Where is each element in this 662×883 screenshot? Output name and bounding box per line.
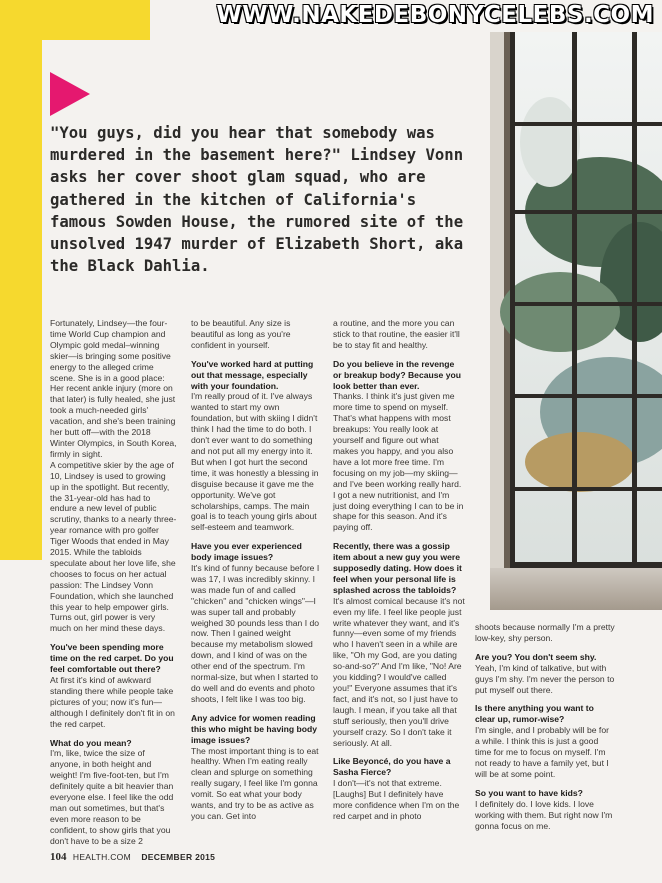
magenta-triangle-icon xyxy=(50,72,90,116)
interview-question: You've been spending more time on the red carpet. Do you feel comfortable out there? xyxy=(50,642,174,675)
body-paragraph: Yeah, I'm kind of talkative, but with guys I'm shy. I'm never the person to put myself out there. xyxy=(475,662,615,695)
article-column-1 xyxy=(50,318,177,847)
article-column-2 xyxy=(191,318,323,822)
body-paragraph: I'm, like, twice the size of anyone, in both height and weight! I'm five-foot-ten, but I'm definitely quite a bit heavier than everyone else. I feel like the odd man out sometimes, but that's even more reason to be confident, to show girls that you don't have to be a size 2 xyxy=(50,748,174,846)
body-paragraph: I'm really proud of it. I've always wanted to start my own foundation, but with skiing I didn't think I had the time to do both. I don't ever want to do something and not put all my energy into it. But when I got hurt the second time, it was honestly a blessing in disguise because it gave me the opportunity. We've got scholarships, camps. The main goal is to teach young girls about self-esteem and teamwork. xyxy=(191,391,319,533)
body-paragraph: A competitive skier by the age of 10, Lindsey is used to growing up in the spotlight. But recently, the 31-year-old has had to endure a new level of public scrutiny, thanks to a nearly three-year romance with pro golfer Tiger Woods that ended in May 2015. While the tabloids speculate about her love life, she chooses to focus on her actual passion: The Lindsey Vonn Foundation, which she launched this year to help empower girls. Turns out, girl power is very much on her mind these days. xyxy=(50,459,177,634)
body-paragraph: It's almost comical because it's not even my life. I feel like people just write whatever they want, and it's funny—even some of my friends who I haven't seen in a while are like, "Oh my God, are you dating so-and-so?" And I'm like, "No! Are you kidding? I would've called you!" Everyone assumes that it's fact, and it's not, so I just have to laugh. I mean, if you take all that stuff seriously, then you'll drive yourself crazy. So I don't take it seriously. At all. xyxy=(333,595,465,748)
body-paragraph: Thanks. I think it's just given me more time to spend on myself. That's what happens with most breakups: You really look at yourself and figure out what makes you happy, and you also have a lot more free time. I'm focusing on my job—my skiing—and I've been working really hard. I got a new nutritionist, and I'm just doing everything I can to be in shape for this season. And it's paying off. xyxy=(333,391,464,533)
window-photo-graphic xyxy=(490,32,662,610)
body-paragraph: shoots because normally I'm a pretty low-key, shy person. xyxy=(475,622,615,643)
window-photo xyxy=(490,32,662,610)
body-paragraph: to be beautiful. Any size is beautiful as long as you're confident in yourself. xyxy=(191,318,291,350)
yellow-accent-bar xyxy=(0,0,42,560)
article-column-4 xyxy=(475,622,615,831)
body-paragraph: I don't—it's not that extreme. [Laughs] But I definitely have more confidence when I'm on the red carpet and in photo xyxy=(333,778,460,821)
body-paragraph: At first it's kind of awkward standing there while people take pictures of you; now it's fun—although I definitely don't fit in on the red carpet. xyxy=(50,675,175,729)
interview-question: So you want to have kids? xyxy=(475,787,583,798)
interview-question: Recently, there was a gossip item about a new guy you were supposedly dating. How does it feel when your personal life is splashed across the tabloids? xyxy=(333,541,462,595)
interview-question: Like Beyoncé, do you have a Sasha Fierce? xyxy=(333,756,451,778)
magazine-name: HEALTH.COM xyxy=(72,852,131,862)
interview-question: Is there anything you want to clear up, rumor-wise? xyxy=(475,703,594,725)
interview-question: Are you? You don't seem shy. xyxy=(475,651,597,662)
issue-date: DECEMBER 2015 xyxy=(141,852,216,862)
page-footer xyxy=(50,851,215,863)
article-column-3 xyxy=(333,318,465,822)
body-paragraph: I definitely do. I love kids. I love working with them. But right now I'm gonna focus on me. xyxy=(475,798,613,831)
body-paragraph: The most important thing is to eat healthy. When I'm eating really clean and splurge on something really sugary, I feel like I'm gonna vomit. So eat what your body wants, and try to be as active as you can. Get into xyxy=(191,745,319,821)
body-paragraph: Fortunately, Lindsey—the four-time World Cup champion and Olympic gold medal–winning skier—is bringing some positive energy to the alleged crime scene. She is in a good place: Her recent ankle injury (more on that later) is fully healed, she just took a much-needed girls' vacation, and she's been training her butt off—with the 2018 Winter Olympics, in South Korea, firmly in sight. xyxy=(50,318,177,459)
interview-question: Do you believe in the revenge or breakup body? Because you look better than ever. xyxy=(333,358,461,391)
interview-question: You've worked hard at putting out that message, especially with your foundation. xyxy=(191,358,314,391)
body-paragraph: a routine, and the more you can stick to that routine, the easier it'll be to stay fit and healthy. xyxy=(333,318,460,350)
body-paragraph: It's kind of funny because before I was 17, I was incredibly skinny. I was made fun of and called "chicken" and "chicken wings"—I was super tall and probably weighed 30 pounds less than I do now. Then I gained weight because my metabolism slowed down, and I kind of was on the other end of the spectrum. I'm normal-size, but when I started to do well and do events and photo shoots, I felt like I was too big. xyxy=(191,563,320,704)
body-paragraph: I'm single, and I probably will be for a while. I think this is just a good time for me to focus on myself. I'm not ready to have a family yet, but I will be at some point. xyxy=(475,725,609,779)
watermark: WWW.NAKEDEBONYCELEBS.COM xyxy=(216,2,654,28)
interview-question: Any advice for women reading this who might be having body image issues? xyxy=(191,712,318,745)
interview-question: What do you mean? xyxy=(50,737,132,748)
pull-quote: "You guys, did you hear that somebody was murdered in the basement here?" Lindsey Vonn asks her cover shoot glam squad, who are gathered in the kitchen of California's famous Sowden House, the rumored site of the unsolved 1947 murder of Elizabeth Short, aka the Black Dahlia. xyxy=(50,124,464,276)
page-number: 104 xyxy=(50,851,67,863)
interview-question: Have you ever experienced body image issues? xyxy=(191,541,302,563)
